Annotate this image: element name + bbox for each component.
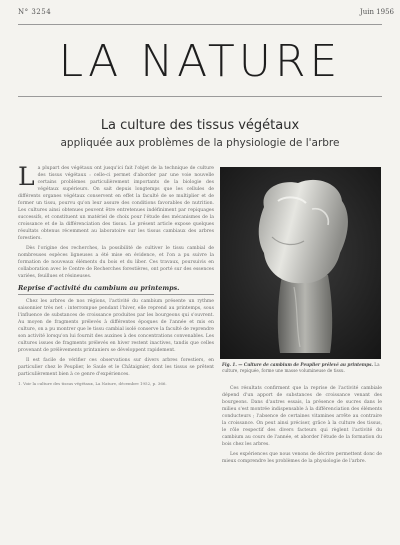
- section-rule: [18, 294, 214, 295]
- masthead: LA NATURE: [58, 36, 342, 87]
- section-paragraph: Chez les arbres de nos régions, l'activité du cambium présente un rythme saisonnier très net : interrompue pendant l'hiver, elle reprend au printemps, sous l'influence de substances de croissance produites par les bourgeons qui s'ouvrent. Au moyen de fragments prélevés à différentes époques de l'année et mis en culture, on a pu montrer que le tissu cambial isolé conserve la faculté de reprendre son activité lorsqu'on lui fournit des auxines à des concentrations convenables. Les cultures issues de fragments prélevés en hiver restent inactives, tandis que celles provenant de prélèvements printaniers se développent rapidement.: [18, 298, 214, 353]
- right-column: [222, 385, 382, 465]
- issue-number: N° 3254: [18, 8, 52, 16]
- top-rule: [18, 24, 382, 25]
- caption-text: La culture, repiquée, forme une masse volumineuse de tissu.: [222, 362, 380, 373]
- caption-label: Fig. 1. — Culture de cambium de Peuplier prélevé au printemps.: [222, 362, 373, 367]
- right-paragraph: Ces résultats confirment que la reprise de l'activité cambiale dépend d'un apport de substances de croissance venant des bourgeons. Dans d'autres essais, la présence de sucres dans le milieu s'est montrée indispensable à la différenciation des éléments conducteurs ; l'absence de certaines vitamines arrête au contraire la croissance. On peut ainsi préciser, grâce à la culture des tissus, le rôle respectif des divers facteurs qui règlent l'activité du cambium au cours de l'année, et aborder l'étude de la formation du bois chez les arbres.: [222, 386, 382, 447]
- intro-paragraph: [18, 162, 214, 242]
- section-paragraph-2: Il est facile de vérifier ces observations sur divers arbres forestiers, en particulier chez le Peuplier, le Saule et le Châtaignier, dont les tissus se prêtent particulièrement bien à ce genre d'expériences.: [18, 357, 214, 377]
- footnote: 1. Voir la culture des tissus végétaux, La Nature, décembre 1952, p. 366.: [18, 380, 167, 386]
- article-subtitle: appliquée aux problèmes de la physiologie de l'arbre: [60, 137, 340, 149]
- issue-date: Juin 1956: [359, 8, 394, 16]
- article-title: La culture des tissus végétaux: [100, 118, 300, 133]
- tissue-culture-photo: [220, 167, 381, 359]
- figure-caption: [222, 362, 382, 374]
- left-column: [18, 162, 214, 387]
- section-heading: Reprise d'activité du cambium au printemps.: [18, 284, 180, 292]
- right-paragraph-2: Les expériences que nous venons de décrire permettent donc de mieux comprendre les problèmes de la physiologie de l'arbre.: [222, 452, 382, 464]
- drop-cap: L: [18, 162, 35, 191]
- masthead-rule: [18, 96, 382, 97]
- intro-text: a plupart des végétaux ont jusqu'ici fait l'objet de la technique de culture des tissus végétaux : celle-ci permet d'aborder par une voie nouvelle certains problèmes particulièrement importants de la biologie des végétaux supérieurs. On sait depuis longtemps que les cellules de différents organes végétaux conservent en effet la faculté de se multiplier et de former un tissu, pourvu qu'on leur assure des conditions favorables de nutrition. Les cultures ainsi obtenues peuvent être entretenues indéfiniment par repiquages successifs, et constituent un matériel de choix pour l'étude des mécanismes de la croissance et de la différenciation des tissus. Le présent article expose quelques résultats obtenus récemment au laboratoire sur les tissus cambiaux des arbres forestiers.: [18, 166, 214, 241]
- intro-paragraph-2: Dès l'origine des recherches, la possibilité de cultiver le tissu cambial de nombreuses espèces ligneuses a été mise en évidence, et l'on a pu suivre la formation de nouveaux éléments du bois et du liber. Ces travaux, poursuivis en collaboration avec le Centre de Recherches forestières, ont porté sur des essences variées, feuillues et résineuses.: [18, 246, 214, 279]
